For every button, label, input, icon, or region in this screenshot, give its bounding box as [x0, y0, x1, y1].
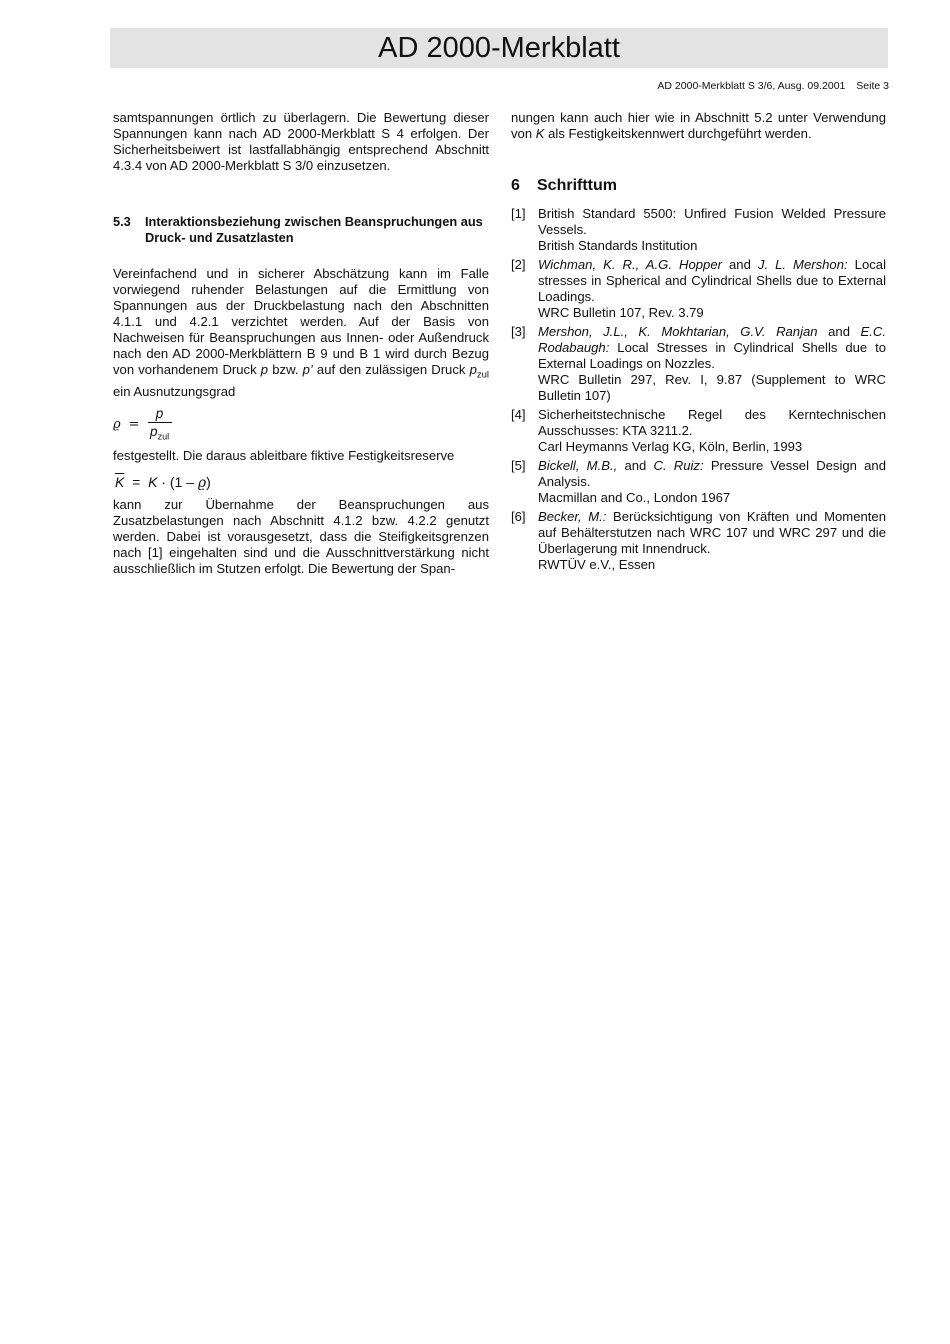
formula-rho: ϱ — [113, 416, 121, 432]
continuation-paragraph: nungen kann auch hier wie in Abschnitt 5.2 unter Verwendung von K als Festigkeitskennwert durchgeführt werden. — [511, 110, 886, 141]
formula-fraction: $\frac{p}{p_{zul}}$ — [148, 406, 172, 445]
running-head-doc: AD 2000-Merkblatt S 3/6, Ausg. 09.2001 — [657, 80, 846, 92]
section-title: Interaktionsbeziehung zwischen Beanspruchungen aus Druck- und Zusatzlasten — [145, 214, 483, 245]
banner-title: AD 2000-Merkblatt — [110, 28, 888, 68]
running-head-page: Seite 3 — [856, 80, 889, 92]
reference-item: [4] Sicherheitstechnische Regel des Kerntechnischen Ausschusses: KTA 3211.2. Carl Heymanns Verlag KG, Köln, Berlin, 1993 — [511, 407, 886, 454]
reference-item: [6] Becker, M.: Berücksichtigung von Kräften und Momenten auf Behälterstutzen nach WRC 107 und WRC 297 und die Überlagerung mit Innendruck. RWTÜV e.V., Essen — [511, 509, 886, 572]
section-number: 5.3 — [113, 214, 131, 229]
reference-item: [2] Wichman, K. R., A.G. Hopper and J. L. Mershon: Local stresses in Spherical and Cylindrical Shells due to External Loadings. WRC Bulletin 107, Rev. 3.79 — [511, 257, 886, 320]
reference-list — [511, 206, 886, 573]
right-column — [511, 110, 886, 576]
section-5-3-heading — [113, 214, 489, 246]
formula-utilization: ϱ = $\frac{p}{p_{zul}}$ — [113, 406, 489, 445]
paragraph-interaction: Vereinfachend und in sicherer Abschätzung kann im Falle vorwiegend ruhender Belastungen auf die Ermittlung von Spannungen aus der Druckbelastung nach den Abschnitten 4.1.1 und 4.2.1 verzichtet werden. Auf der Basis von Nachweisen für Beanspruchungen aus Innen- oder Außendruck nach den AD 2000-Merkblättern B 9 und B 1 wird durch Bezug von vorhandenem Druck p bzw. p’ auf den zulässigen Druck $p_{zul}$ ein Ausnutzungsgrad — [113, 266, 490, 399]
left-column — [113, 110, 489, 577]
reference-item: [3] Mershon, J.L., K. Mokhtarian, G.V. Ranjan and E.C. Rodabaugh: Local Stresses in Cylindrical Shells due to External Loadings on Nozzles. WRC Bulletin 297, Rev. I, 9.87 (Supplement to WRC Bulletin 107) — [511, 324, 887, 403]
paragraph-reserve: festgestellt. Die daraus ableitbare fiktive Festigkeitsreserve — [113, 448, 455, 464]
running-head — [657, 80, 889, 92]
paragraph-additional-loads: kann zur Übernahme der Beanspruchungen aus Zusatzbelastungen nach Abschnitt 4.1.2 bzw. 4.2.2 genutzt werden. Dabei ist vorausgesetzt, dass die Steifigkeitsgrenzen nach [1] eingehalten sind und die Ausschnittverstärkung nicht ausschließlich im Stutzen erfolgt. Die Bewertung der Span- — [113, 497, 489, 577]
intro-paragraph: samtspannungen örtlich zu überlagern. Die Bewertung dieser Spannungen kann nach AD 2000-Merkblatt S 4 erfolgen. Der Sicherheitsbeiwert ist lastfallabhängig entsprechend Abschnitt 4.3.4 von AD 2000-Merkblatt S 3/0 einzusetzen. — [113, 110, 489, 173]
formula-reserve: $\overline{K} = K \cdot (1 - ϱ)$ — [115, 474, 211, 492]
reference-item: [1] British Standard 5500: Unfired Fusion Welded Pressure Vessels. British Standards Institution — [511, 206, 886, 253]
section-6-heading: 6 Schrifttum — [511, 177, 617, 194]
reference-item: [5] Bickell, M.B., and C. Ruiz: Pressure Vessel Design and Analysis. Macmillan and Co., London 1967 — [511, 458, 886, 505]
